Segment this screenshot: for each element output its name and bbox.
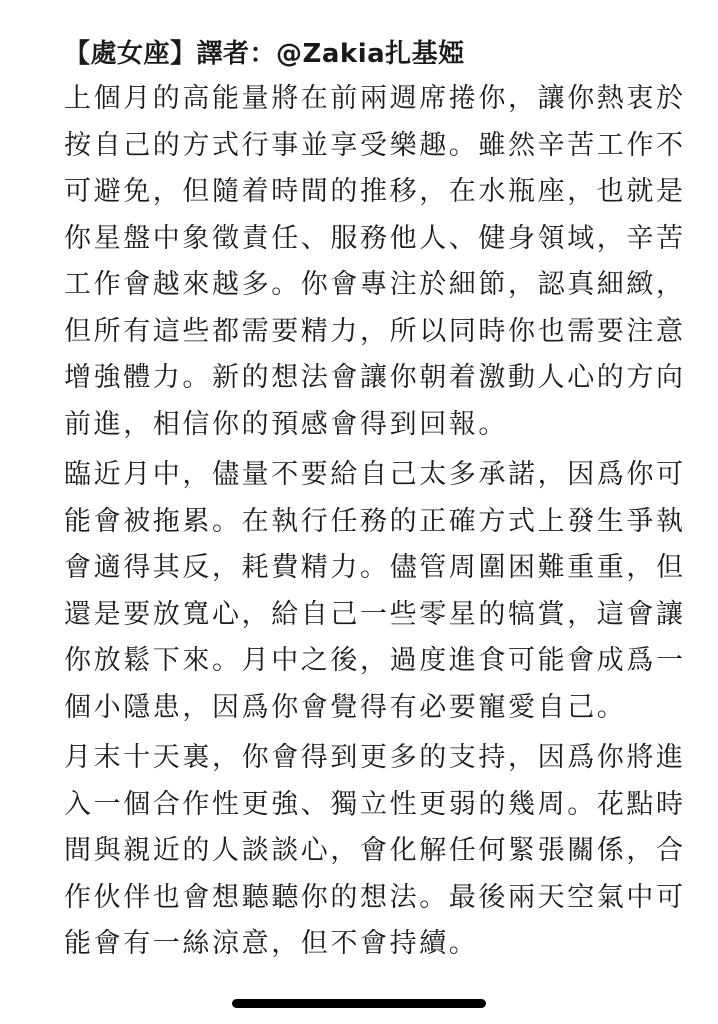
text-line: 間與親近的人談談心，會化解任何緊張關係，合 [64,835,686,866]
text-line: 能會有一絲涼意，但不會持續。 [64,928,479,959]
text-line: 臨近月中，儘量不要給自己太多承諾，因爲你可 [64,459,686,490]
text-line: 你星盤中象徵責任、服務他人、健身領域，辛苦 [64,222,686,254]
text-line: 上個月的高能量將在前兩週席捲你，讓你熱衷於 [64,83,686,114]
text-line: 月末十天裏，你會得到更多的支持，因爲你將進 [64,742,686,773]
home-indicator[interactable] [232,999,486,1008]
text-line: 按自己的方式行事並享受樂趣。雖然辛苦工作不 [64,129,686,161]
text-line: 前進，相信你的預感會得到回報。 [64,408,508,440]
text-line: 還是要放寬心，給自己一些零星的犒賞，這會讓 [64,598,686,630]
paragraph [64,76,686,448]
text-line: 入一個合作性更強、獨立性更弱的幾周。花點時 [64,788,686,820]
text-line: 增強體力。新的想法會讓你朝着激動人心的方向 [64,362,686,393]
text-line: 能會被拖累。在執行任務的正確方式上發生爭執 [64,505,686,537]
text-line: 但所有這些都需要精力，所以同時你也需要注意 [64,315,686,347]
text-line: 可避免，但隨着時間的推移，在水瓶座，也就是 [64,176,686,207]
text-line: 個小隱患，因爲你會覺得有必要寵愛自己。 [64,691,627,723]
text-line: 工作會越來越多。你會專注於細節，認真細緻， [64,269,686,300]
paragraph [64,735,686,968]
text-line: 會適得其反，耗費精力。儘管周圍困難重重，但 [64,552,686,583]
text-line: 你放鬆下來。月中之後，過度進食可能會成爲一 [64,645,686,676]
article [64,34,686,972]
text-line: 作伙伴也會想聽聽你的想法。最後兩天空氣中可 [64,881,686,913]
paragraph [64,452,686,731]
article-heading: 【處女座】譯者：@Zakia扎基婭 [64,39,465,69]
